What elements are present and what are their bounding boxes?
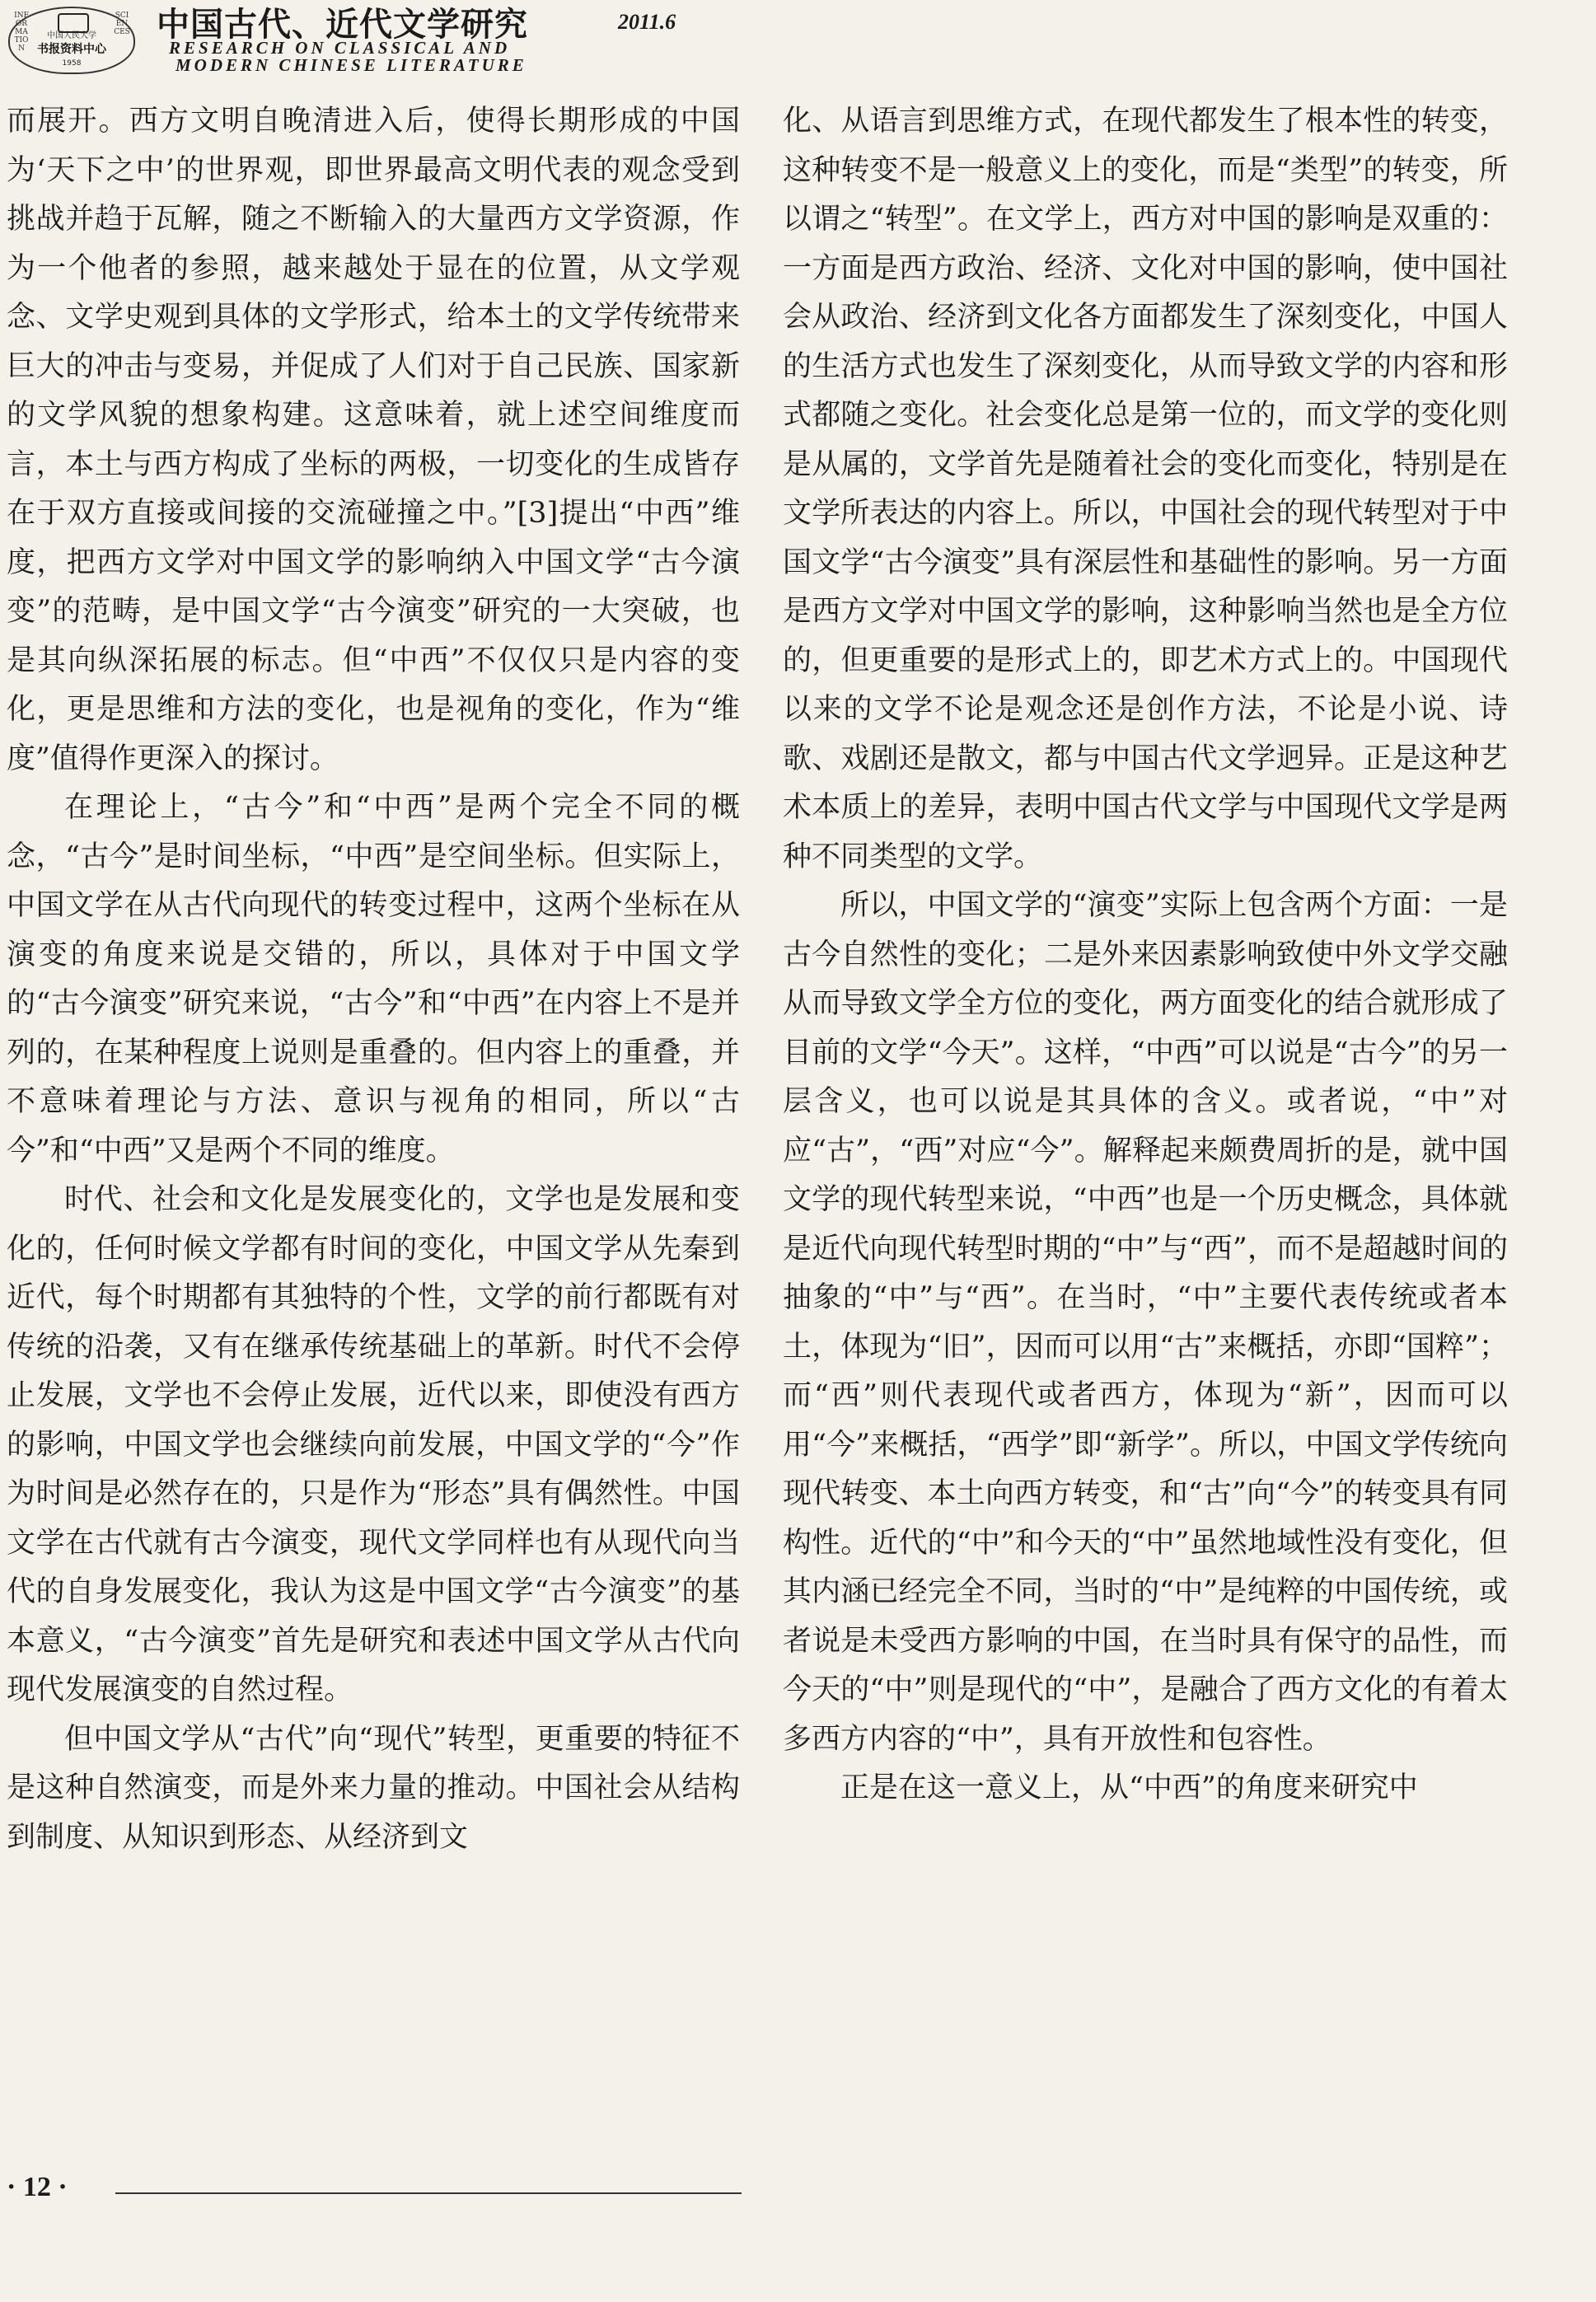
seal-center-name: 书报资料中心 bbox=[37, 43, 106, 56]
left-column bbox=[7, 97, 740, 1862]
seal-right-text: SCIENCES bbox=[114, 12, 130, 36]
page-number: · 12 · bbox=[7, 2172, 68, 2202]
footer-divider bbox=[115, 2192, 742, 2194]
seal-year: 1958 bbox=[62, 59, 82, 68]
right-column bbox=[783, 97, 1508, 1813]
issue-number: 2011.6 bbox=[618, 10, 676, 34]
seal-university: 中国人民大学 bbox=[47, 31, 96, 40]
paragraph: 在理论上，“古今”和“中西”是两个完全不同的概念，“古今”是时间坐标，“中西”是空间坐标。但实际上，中国文学在从古代向现代的转变过程中，这两个坐标在从演变的角度来说是交错的，所以，具体对于中国文学的“古今演变”研究来说，“古今”和“中西”在内容上不是并列的，在某种程度上说则是重叠的。但内容上的重叠，并不意味着理论与方法、意识与视角的相同，所以“古今”和“中西”又是两个不同的维度。 bbox=[7, 791, 740, 1167]
paragraph: 时代、社会和文化是发展变化的，文学也是发展和变化的，任何时候文学都有时间的变化，中国文学从先秦到近代，每个时期都有其独特的个性，文学的前行都既有对传统的沿袭，又有在继承传统基础上的革新。时代不会停止发展，文学也不会停止发展，近代以来，即使没有西方的影响，中国文学也会继续向前发展，中国文学的“今”作为时间是必然存在的，只是作为“形态”具有偶然性。中国文学在古代就有古今演变，现代文学同样也有从现代向当代的自身发展变化，我认为这是中国文学“古今演变”的基本意义，“古今演变”首先是研究和表述中国文学从古代向现代发展演变的自然过程。 bbox=[7, 1183, 740, 1706]
paragraph: 化、从语言到思维方式，在现代都发生了根本性的转变，这种转变不是一般意义上的变化，而是“类型”的转变，所以谓之“转型”。在文学上，西方对中国的影响是双重的：一方面是西方政治、经济、文化对中国的影响，使中国社会从政治、经济到文化各方面都发生了深刻变化，中国人的生活方式也发生了深刻变化，从而导致文学的内容和形式都随之变化。社会变化总是第一位的，而文学的变化则是从属的，文学首先是随着社会的变化而变化，特别是在文学所表达的内容上。所以，中国社会的现代转型对于中国文学“古今演变”具有深层性和基础性的影响。另一方面是西方文学对中国文学的影响，这种影响当然也是全方位的，但更重要的是形式上的，即艺术方式上的。中国现代以来的文学不论是观念还是创作方法，不论是小说、诗歌、戏剧还是散文，都与中国古代文学迥异。正是这种艺术本质上的差异，表明中国古代文学与中国现代文学是两种不同类型的文学。 bbox=[783, 105, 1508, 873]
paragraph: 正是在这一意义上，从“中西”的角度来研究中 bbox=[840, 1771, 1418, 1804]
journal-title-en bbox=[169, 40, 680, 74]
journal-title-en-line1: RESEARCH ON CLASSICAL AND bbox=[169, 38, 511, 58]
library-seal-logo bbox=[8, 7, 135, 74]
page-header bbox=[0, 0, 1596, 82]
paragraph: 所以，中国文学的“演变”实际上包含两个方面：一是古今自然性的变化；二是外来因素影响致使中外文学交融从而导致文学全方位的变化，两方面变化的结合就形成了目前的文学“今天”。这样，“中西”可以说是“古今”的另一层含义，也可以说是其具体的含义。或者说，“中”对应“古”，“西”对应“今”。解释起来颇费周折的是，就中国文学的现代转型来说，“中西”也是一个历史概念，具体就是近代向现代转型时期的“中”与“西”，而不是超越时间的抽象的“中”与“西”。在当时，“中”主要代表传统或者本土，体现为“旧”，因而可以用“古”来概括，亦即“国粹”；而“西”则代表现代或者西方，体现为“新”，因而可以用“今”来概括，“西学”即“新学”。所以，中国文学传统向现代转变、本土向西方转变，和“古”向“今”的转变具有同构性。近代的“中”和今天的“中”虽然地域性没有变化，但其内涵已经完全不同，当时的“中”是纯粹的中国传统，或者说是未受西方影响的中国，在当时具有保守的品性，而今天的“中”则是现代的“中”，是融合了西方文化的有着太多西方内容的“中”，具有开放性和包容性。 bbox=[783, 889, 1508, 1756]
seal-emblem-icon bbox=[58, 13, 89, 33]
journal-title-cn: 中国古代、近代文学研究 bbox=[157, 5, 528, 44]
journal-title-en-line2: MODERN CHINESE LITERATURE bbox=[176, 55, 527, 75]
seal-left-text: INFORMATION bbox=[14, 12, 29, 53]
paragraph: 但中国文学从“古代”向“现代”转型，更重要的特征不是这种自然演变，而是外来力量的推动。中国社会从结构到制度、从知识到形态、从经济到文 bbox=[7, 1722, 740, 1854]
paragraph: 而展开。西方文明自晚清进入后，使得长期形成的中国为‘天下之中’的世界观，即世界最高文明代表的观念受到挑战并趋于瓦解，随之不断输入的大量西方文学资源，作为一个他者的参照，越来越处于显在的位置，从文学观念、文学史观到具体的文学形式，给本土的文学传统带来巨大的冲击与变易，并促成了人们对于自己民族、国家新的文学风貌的想象构建。这意味着，就上述空间维度而言，本土与西方构成了坐标的两极，一切变化的生成皆存在于双方直接或间接的交流碰撞之中。”[3]提出“中西”维度，把西方文学对中国文学的影响纳入中国文学“古今演变”的范畴，是中国文学“古今演变”研究的一大突破，也是其向纵深拓展的标志。但“中西”不仅仅只是内容的变化，更是思维和方法的变化，也是视角的变化，作为“维度”值得作更深入的探讨。 bbox=[7, 105, 740, 775]
